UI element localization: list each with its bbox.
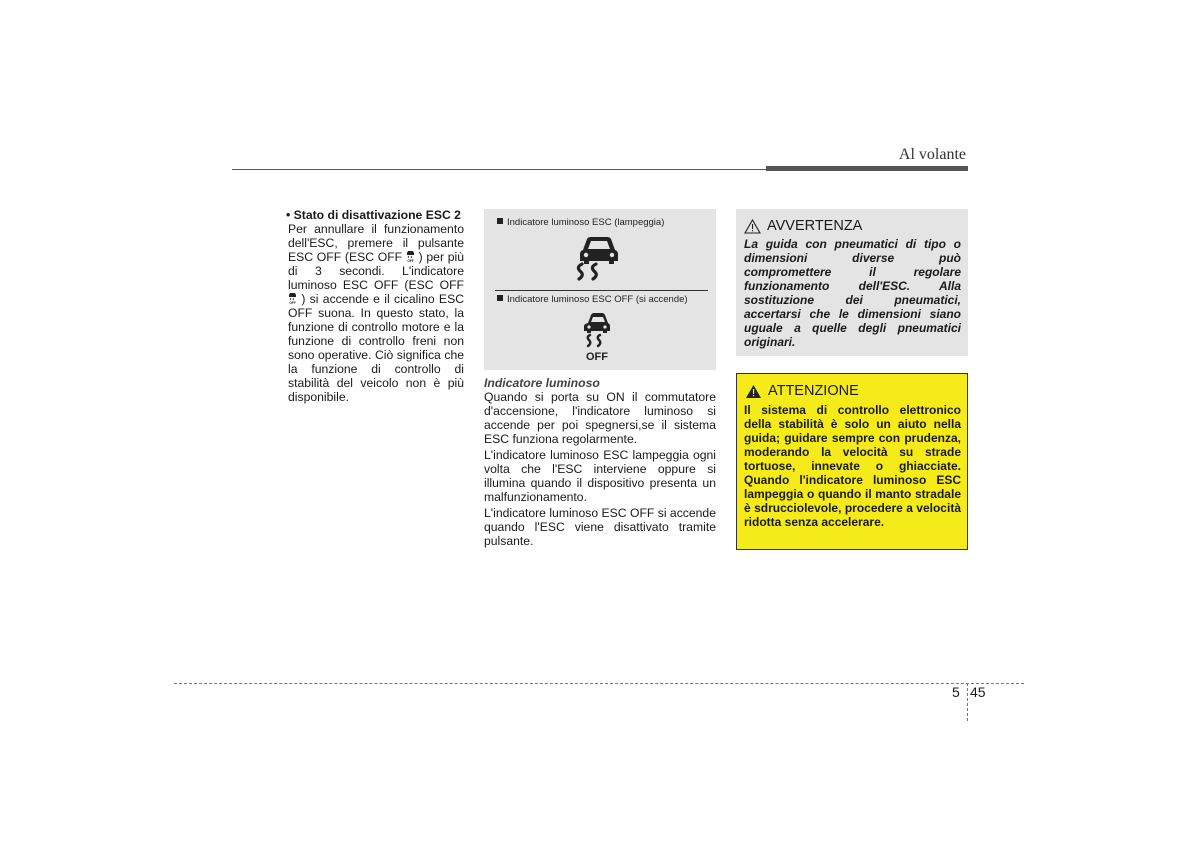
svg-text:OFF: OFF xyxy=(586,351,608,363)
esc-off-section xyxy=(288,208,464,404)
footer-rule xyxy=(174,683,1024,684)
figure-caption-2: Indicatore luminoso ESC OFF (si accende) xyxy=(497,294,688,305)
indicator-subheading: Indicatore luminoso xyxy=(484,376,600,390)
indicator-figure xyxy=(484,209,716,370)
indicator-description xyxy=(484,376,716,550)
caution-body: Il sistema di controllo elettronico della stabilità è solo un aiuto nella guida; guidare sempre con prudenza, moderando la velocità su strade tortuose, innevate o ghiacciate. Quando l'indicatore luminoso ESC lampeggia o quando il manto stradale è sdrucciolevole, procedere a velocità ridotta senza accelerare. xyxy=(744,403,961,529)
warning-title: AVVERTENZA xyxy=(744,218,862,234)
warning-triangle-icon xyxy=(744,219,761,234)
caution-title: ATTENZIONE xyxy=(745,383,859,399)
svg-text:OFF: OFF xyxy=(289,301,296,305)
figure-divider xyxy=(495,290,708,291)
body-text-2: ) per più di 3 secondi. L'indicatore luminoso ESC OFF (ESC OFF xyxy=(288,250,464,292)
page-number: 45 xyxy=(970,684,986,700)
esc-off-icon xyxy=(582,312,612,369)
bullet-square-icon xyxy=(497,218,503,224)
section-body xyxy=(288,222,464,404)
paragraph-1: Quando si porta su ON il commutatore d'accensione, l'indicatore luminoso si accende per poi spegnersi,se il sistema ESC funziona regolarmente. xyxy=(484,390,716,446)
esc-off-inline-icon xyxy=(406,250,415,263)
warning-body: La guida con pneumatici di tipo o dimensioni diverse può compromettere il regolare funzionamento dell'ESC. Alla sostituzione dei pneumatici, accertarsi che le dimensioni siano uguale a quelle degli pneumatici originari. xyxy=(744,237,961,349)
chapter-number: 5 xyxy=(952,684,960,700)
warning-box xyxy=(736,209,968,356)
section-heading: • Stato di disattivazione ESC 2 xyxy=(286,208,461,222)
body-text-1: Per annullare il funzionamento dell'ESC, premere il pulsante ESC OFF (ESC OFF xyxy=(288,222,464,264)
body-text-3: ) si accende e il cicalino ESC OFF suona. In questo stato, la funzione di controllo motore e la funzione di controllo freni non sono operative. Ciò significa che la funzione di controllo di stabilità del veicolo non è più disponibile. xyxy=(288,292,464,404)
esc-skid-icon xyxy=(573,234,625,287)
caution-triangle-icon xyxy=(745,384,762,399)
paragraph-2: L'indicatore luminoso ESC lampeggia ogni volta che l'ESC interviene oppure si illumina quando il dispositivo presenta un malfunzionamento. xyxy=(484,448,716,504)
bullet-square-icon xyxy=(497,295,503,301)
svg-text:OFF: OFF xyxy=(407,259,414,263)
esc-off-inline-icon xyxy=(288,292,297,305)
paragraph-3: L'indicatore luminoso ESC OFF si accende quando l'ESC viene disattivato tramite pulsante. xyxy=(484,506,716,548)
footer-divider xyxy=(967,683,968,721)
figure-caption-1: Indicatore luminoso ESC (lampeggia) xyxy=(497,217,664,228)
header-rule-accent xyxy=(766,166,968,171)
running-header-title: Al volante xyxy=(898,146,966,163)
caution-box xyxy=(736,373,968,550)
